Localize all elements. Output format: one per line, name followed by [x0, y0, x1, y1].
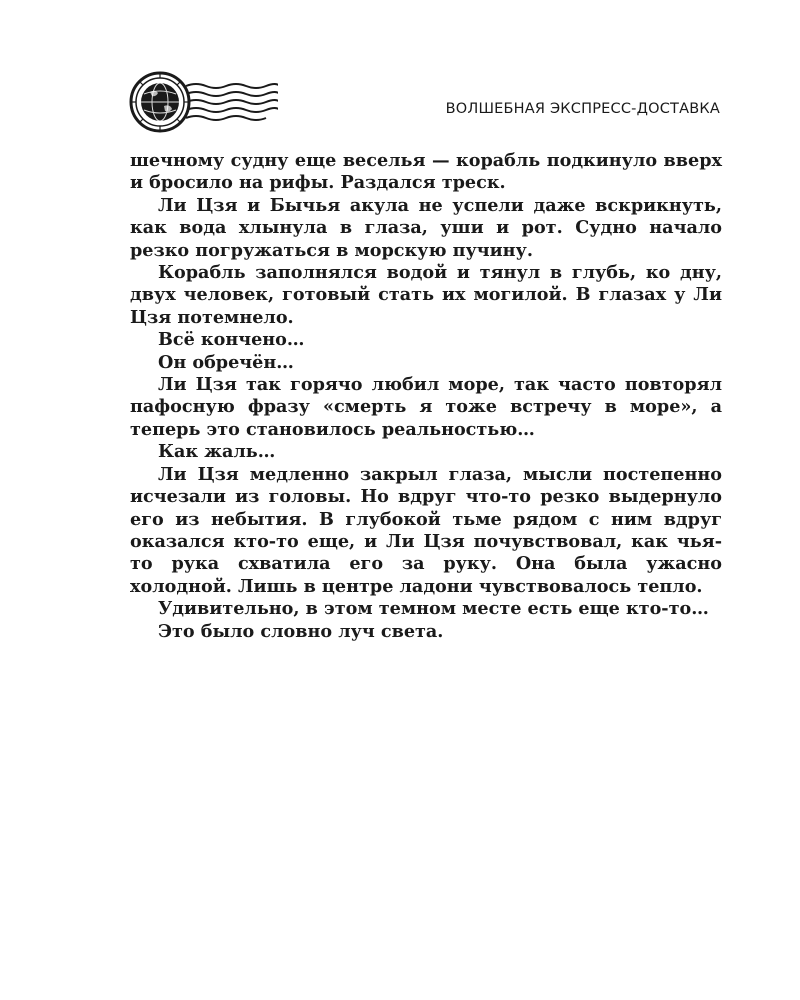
paragraph: Удивительно, в этом темном месте есть еще кто-то…: [158, 598, 709, 620]
paragraph: шечному судну еще веселья — корабль подкинуло вверх и бросило на рифы. Раздался треск.: [130, 150, 722, 194]
paragraph: Ли Цзя медленно закрыл глаза, мысли постепенно исчезали из головы. Но вдруг что-то резко выдернуло его из небытия. В глубокой тьме рядом с ним вдруг оказался кто-то еще, и Ли Цзя почувствовал, как чья-то рука схватила его за руку. Она была ужасно холодной. Лишь в центре ладони чувствовалось тепло.: [130, 463, 722, 597]
globe-postmark-icon: [128, 66, 278, 136]
paragraph: Это было словно луч света.: [158, 620, 444, 642]
paragraph: Как жаль…: [158, 441, 276, 463]
paragraph: Всё кончено…: [158, 329, 305, 351]
paragraph: Он обречён…: [158, 351, 294, 373]
paragraph: Ли Цзя так горячо любил море, так часто повторял пафосную фразу «смерть я тоже встречу в море», а теперь это становилось реальностью…: [130, 374, 722, 440]
paragraph: Ли Цзя и Бычья акула не успели даже вскрикнуть, как вода хлынула в глаза, уши и рот. Судно начало резко погружаться в морскую пучину.: [130, 194, 722, 261]
paragraph: Корабль заполнялся водой и тянул в глубь, ко дну, двух человек, готовый стать их могилой. В глазах у Ли Цзя потемнело.: [130, 262, 722, 328]
body-text: [130, 150, 722, 643]
running-title: ВОЛШЕБНАЯ ЭКСПРЕСС-ДОСТАВКА: [445, 101, 720, 117]
